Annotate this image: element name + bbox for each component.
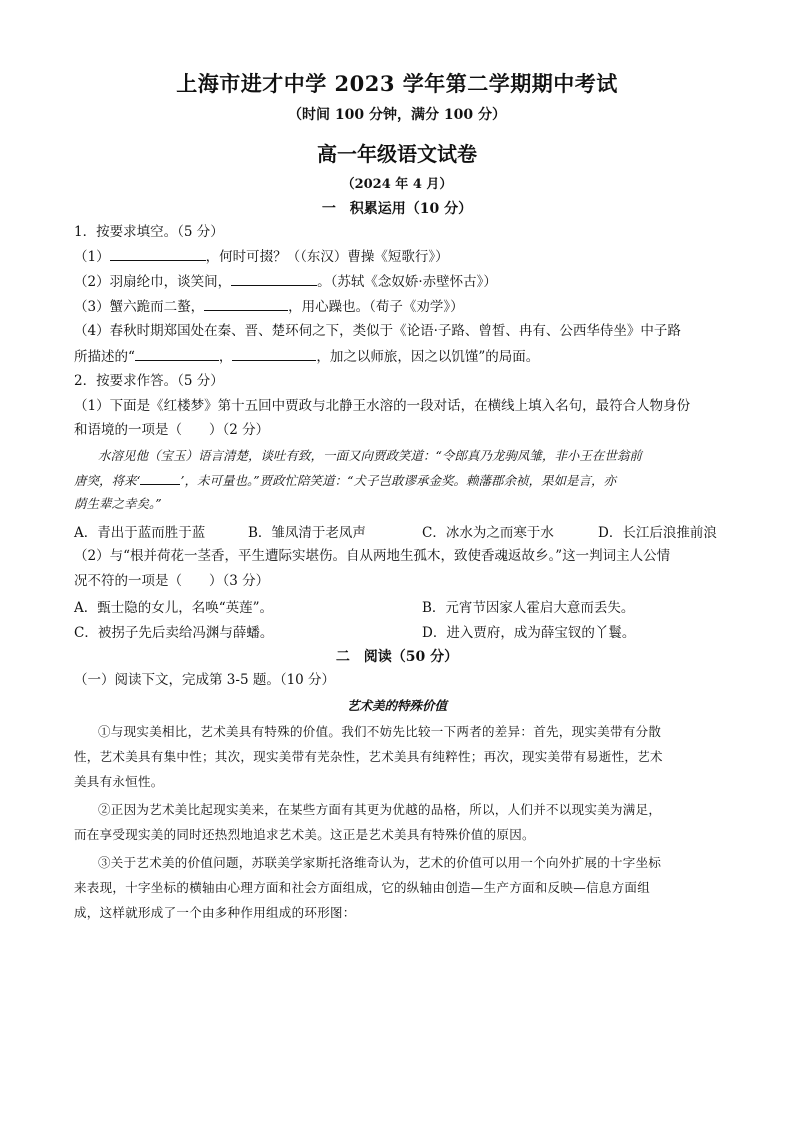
q1-item4-post: ，加之以师旅，因之以饥馑”的局面。: [316, 349, 540, 365]
answer-blank[interactable]: [110, 246, 206, 261]
option-a[interactable]: A．青出于蓝而胜于蓝: [74, 525, 206, 541]
answer-blank[interactable]: [232, 346, 316, 361]
answer-blank[interactable]: [231, 271, 317, 286]
article-p1-line2: 性，艺术美具有集中性；其次，现实美带有芜杂性，艺术美具有纯粹性；再次，现实美带有易逝性，艺术: [74, 749, 663, 764]
article-p2-line1: ②正因为艺术美比起现实美来，在某些方面有其更为优越的品格，所以，人们并不以现实美为满足，: [98, 802, 662, 817]
quote-line3: 荫生辈之幸矣。”: [74, 496, 162, 511]
paper-title: 高一年级语文试卷: [317, 142, 477, 166]
q1-item1-post: ，何时可掇？（（东汉）曹操《短歌行》）: [205, 249, 449, 265]
q2-sub2-line1: （2）与“根并荷花一茎香，平生遭际实堪伤。自从两地生孤木，致使香魂返故乡。”这一判词主人公情: [74, 548, 671, 564]
article-p1-line3: 美具有永恒性。: [74, 774, 164, 789]
article-p3-line2: 来表现，十字坐标的横轴由心理方面和社会方面组成，它的纵轴由创造—生产方面和反映—信息方面组: [74, 880, 651, 895]
option-b[interactable]: B．元宵节因家人霍启大意而丢失。: [422, 600, 635, 616]
q1-item4-line2: [74, 346, 724, 367]
article-p1-line1: ①与现实美相比，艺术美具有特殊的价值。我们不妨先比较一下两者的差异：首先，现实美带有分散: [98, 724, 662, 739]
q1-item1-pre: （1）: [74, 249, 110, 265]
q1-item4-pre: 所描述的“: [74, 349, 135, 365]
q1-item3: [74, 296, 724, 317]
option-d[interactable]: D．进入贾府，成为薛宝钗的丫鬟。: [422, 625, 636, 641]
q1-item3-post: ，用心躁也。（荀子《劝学》）: [288, 299, 464, 315]
q1-stem: 1．按要求填空。（5 分）: [74, 224, 224, 240]
quote-line2-post: ’，未可量也。”贾政忙陪笑道：“犬子岂敢谬承金奖。赖藩郡余祯，果如是言，亦: [180, 473, 616, 488]
q1-item2-pre: （2）羽扇纶巾，谈笑间，: [74, 274, 232, 290]
answer-blank[interactable]: [204, 296, 288, 311]
option-a[interactable]: A．甄士隐的女儿，名唤“英莲”。: [74, 600, 274, 616]
answer-blank[interactable]: [140, 470, 180, 485]
option-c[interactable]: C．冰水为之而寒于水: [422, 525, 554, 541]
quote-line2-pre: 唐突，将来‘: [74, 473, 141, 488]
option-c[interactable]: C．被拐子先后卖给冯渊与薛蟠。: [74, 625, 274, 641]
exam-title: 上海市进才中学 2023 学年第二学期期中考试: [176, 71, 618, 96]
answer-blank[interactable]: [135, 346, 219, 361]
q1-item3-pre: （3）蟹六跪而二螯，: [74, 299, 205, 315]
q1-item2: [74, 271, 724, 292]
q1-item4-line1: （4）春秋时期郑国处在秦、晋、楚环伺之下，类似于《论语·子路、曾皙、冉有、公西华侍坐》中子路: [74, 323, 681, 339]
q1-item1: [74, 246, 724, 267]
section2-heading: 二 阅读（50 分）: [335, 649, 459, 665]
q2-sub1-line2: 和语境的一项是（ ）（2 分）: [74, 422, 270, 438]
q1-item2-post: 。（苏轼《念奴娇·赤壁怀古》）: [317, 274, 497, 290]
exam-date: （2024 年 4 月）: [341, 177, 453, 192]
section1-heading: 一 积累运用（10 分）: [321, 201, 473, 217]
quote-line2: [74, 470, 724, 491]
option-d[interactable]: D．长江后浪推前浪: [598, 525, 717, 541]
reading-part1-intro: （一）阅读下文，完成第 3-5 题。（10 分）: [74, 672, 336, 688]
option-b[interactable]: B．雏凤清于老凤声: [248, 525, 366, 541]
article-p2-line2: 而在享受现实美的同时还热烈地追求艺术美。这正是艺术美具有特殊价值的原因。: [74, 827, 535, 842]
article-p3-line3: 成，这样就形成了一个由多种作用组成的环形图：: [74, 905, 356, 920]
q2-stem: 2．按要求作答。（5 分）: [74, 373, 224, 389]
time-note: （时间 100 分钟，满分 100 分）: [288, 107, 506, 123]
q2-sub2-line2: 况不符的一项是（ ）（3 分）: [74, 573, 270, 589]
article-p3-line1: ③关于艺术美的价值问题，苏联美学家斯托洛维奇认为，艺术的价值可以用一个向外扩展的十字坐标: [98, 855, 662, 870]
q1-item4-mid: ，: [218, 349, 233, 365]
q2-sub1-line1: （1）下面是《红楼梦》第十五回中贾政与北静王水溶的一段对话，在横线上填入名句，最符合人物身份: [74, 398, 691, 414]
article-title: 艺术美的特殊价值: [346, 698, 447, 713]
quote-line1: 水溶见他（宝玉）语言清楚，谈吐有致，一面又向贾政笑道：“令郎真乃龙驹凤雏，非小王在世翁前: [98, 448, 642, 463]
